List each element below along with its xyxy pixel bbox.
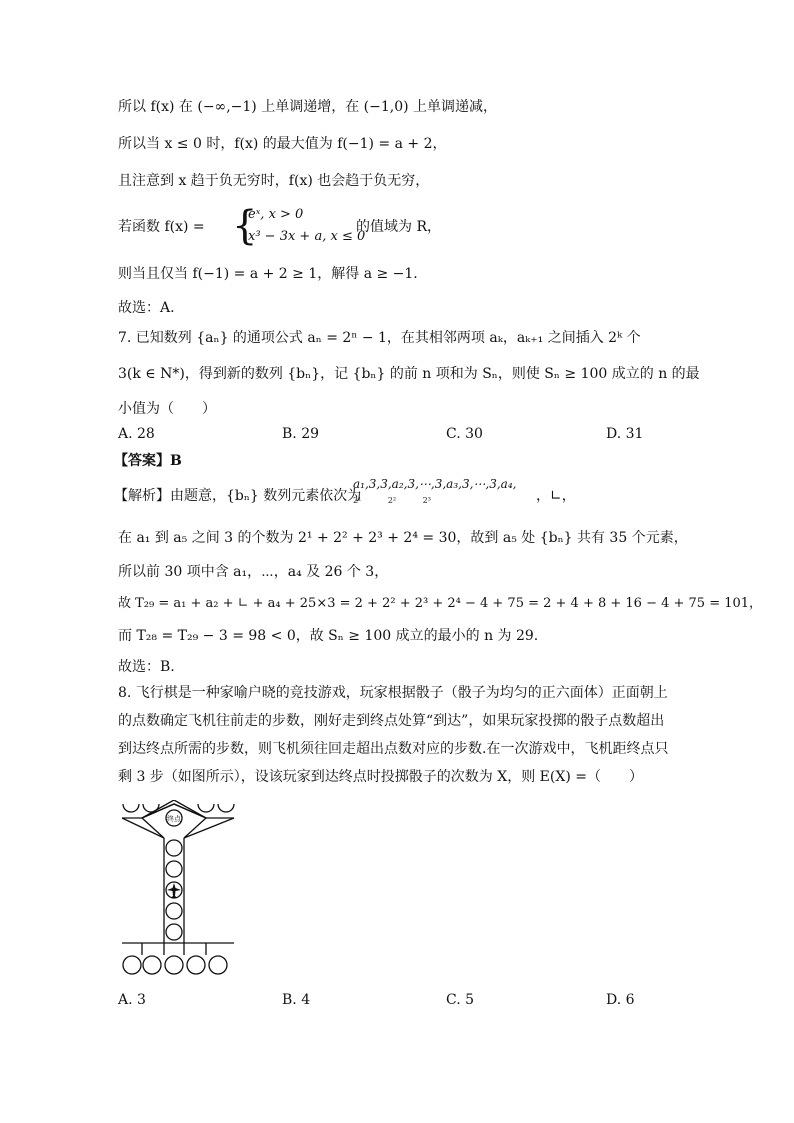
question-8-line: 剩 3 步（如图所示），设该玩家到达终点时投掷骰子的次数为 X，则 E(X) =（ ） bbox=[118, 769, 643, 785]
piecewise-case-1: eˣ, x > 0 bbox=[248, 207, 304, 222]
airplane-icon bbox=[167, 883, 181, 898]
analysis-line: 【解析】由题意，{bₙ} 数列元素依次为 bbox=[114, 488, 362, 504]
flight-chess-figure bbox=[118, 800, 238, 980]
question-7-line: 3(k ∈ N*)，得到新的数列 {bₙ}，记 {bₙ} 的前 n 项和为 Sₙ，则使 Sₙ ≥ 100 成立的 n 的最 bbox=[118, 366, 700, 382]
q8-option-c: C. 5 bbox=[446, 992, 475, 1008]
text-line: 若函数 f(x) = bbox=[118, 219, 205, 235]
text-line: 且注意到 x 趋于负无穷时，f(x) 也会趋于负无穷， bbox=[118, 173, 430, 189]
question-8-line: 8. 飞行棋是一种家喻户晓的竞技游戏，玩家根据骰子（骰子为均匀的正六面体）正面朝上 bbox=[118, 685, 668, 701]
text-line: 则当且仅当 f(−1) = a + 2 ≥ 1，解得 a ≥ −1. bbox=[118, 266, 418, 282]
question-7-line: 7. 已知数列 {aₙ} 的通项公式 aₙ = 2ⁿ − 1，在其相邻两项 aₖ，aₖ₊₁ 之间插入 2ᵏ 个 bbox=[118, 330, 641, 346]
text-line: 的值域为 R， bbox=[356, 219, 441, 235]
q7-option-d: D. 31 bbox=[606, 426, 644, 442]
analysis-line: ，∟， bbox=[536, 488, 576, 504]
q7-option-a: A. 28 bbox=[118, 426, 155, 442]
piecewise-case-2: x³ − 3x + a, x ≤ 0 bbox=[248, 229, 366, 244]
analysis-line: 故选：B. bbox=[118, 659, 175, 675]
sequence-subscripts: 2¹ 2² 2³ bbox=[353, 496, 431, 505]
answer-label: 【答案】B bbox=[114, 453, 182, 469]
question-8-line: 到达终点所需的步数，则飞机须往回走超出点数对应的步数.在一次游戏中，飞机距终点只 bbox=[118, 741, 669, 757]
q8-option-d: D. 6 bbox=[606, 992, 635, 1008]
analysis-line: 故 T₂₉ = a₁ + a₂ + ∟ + a₄ + 25×3 = 2 + 2² + 2³ + 2⁴ − 4 + 75 = 2 + 4 + 8 + 16 − 4 + 75 = 101， bbox=[118, 596, 763, 611]
analysis-line: 而 T₂₈ = T₂₉ − 3 = 98 < 0，故 Sₙ ≥ 100 成立的最小的 n 为 29. bbox=[118, 628, 539, 644]
left-brace: { bbox=[232, 203, 258, 249]
analysis-line: 在 a₁ 到 a₅ 之间 3 的个数为 2¹ + 2² + 2³ + 2⁴ = 30，故到 a₅ 处 {bₙ} 共有 35 个元素， bbox=[118, 530, 688, 546]
text-line: 所以当 x ≤ 0 时，f(x) 的最大值为 f(−1) = a + 2， bbox=[118, 136, 447, 152]
q8-option-b: B. 4 bbox=[282, 992, 311, 1008]
q8-option-a: A. 3 bbox=[118, 992, 146, 1008]
piecewise-function bbox=[232, 203, 366, 249]
end-label: 终点 bbox=[167, 815, 181, 823]
text-line: 故选：A. bbox=[118, 300, 175, 316]
text-line: 所以 f(x) 在 (−∞,−1) 上单调递增，在 (−1,0) 上单调递减， bbox=[118, 99, 498, 115]
q7-option-c: C. 30 bbox=[446, 426, 483, 442]
q7-option-b: B. 29 bbox=[282, 426, 320, 442]
sequence-expression: a₁,3,3,a₂,3,⋯,3,a₃,3,⋯,3,a₄, bbox=[353, 477, 517, 491]
question-7-line: 小值为（ ） bbox=[118, 401, 216, 417]
analysis-line: 所以前 30 项中含 a₁，⋯，a₄ 及 26 个 3， bbox=[118, 564, 389, 580]
question-8-line: 的点数确定飞机往前走的步数，刚好走到终点处算“到达”，如果玩家投掷的骰子点数超出 bbox=[118, 713, 665, 729]
